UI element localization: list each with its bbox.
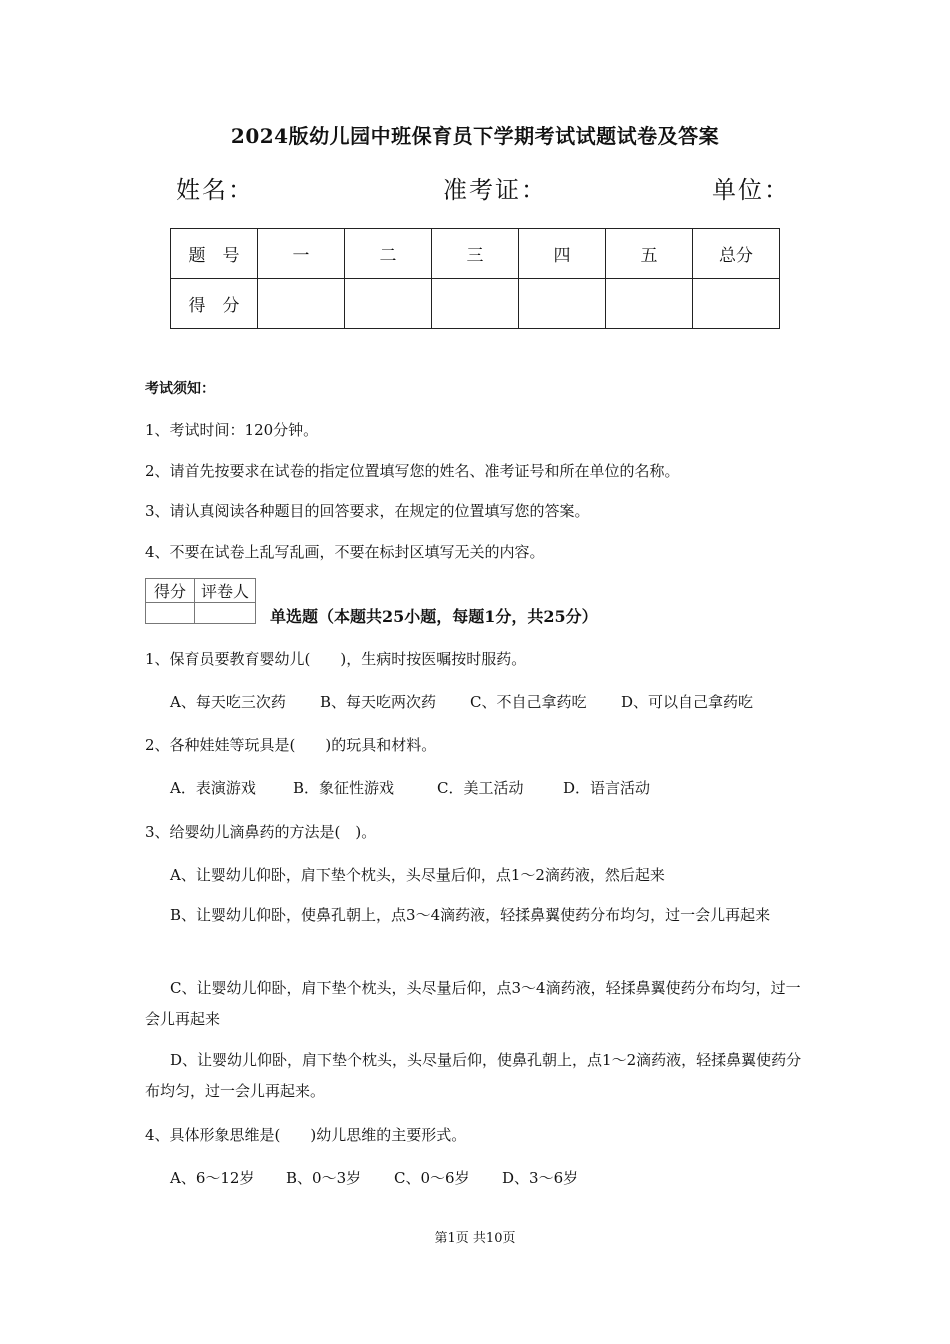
document-title: 2024版幼儿园中班保育员下学期考试试题试卷及答案 — [230, 124, 720, 148]
question-stem: 1、保育员要教育婴幼儿( )，生病时按医嘱按时服药。 — [145, 650, 527, 668]
score-table-column: 二 — [345, 229, 432, 279]
score-table-header-row — [171, 229, 780, 279]
question-stem: 2、各种娃娃等玩具是( )的玩具和材料。 — [145, 736, 437, 754]
option-d[interactable]: D．语言活动 — [563, 779, 651, 797]
score-cell[interactable] — [432, 279, 519, 329]
option-b[interactable]: B．象征性游戏 — [293, 779, 395, 797]
score-cell[interactable] — [345, 279, 432, 329]
question-stem: 3、给婴幼儿滴鼻药的方法是( )。 — [145, 823, 377, 841]
question-options — [170, 691, 753, 712]
page-footer: 第1页 共10页 — [434, 1231, 516, 1246]
notice-item: 1、考试时间：120分钟。 — [145, 421, 319, 439]
exam-number-field-label: 准考证： — [443, 176, 547, 204]
score-cell[interactable] — [258, 279, 345, 329]
question-options — [170, 1167, 578, 1188]
option-c[interactable]: C、0～6岁 — [394, 1169, 470, 1187]
grader-name-label: 评卷人 — [195, 579, 256, 603]
option-d[interactable]: D、3～6岁 — [502, 1169, 579, 1187]
option-b[interactable]: B、每天吃两次药 — [320, 693, 437, 711]
score-table-column: 四 — [519, 229, 606, 279]
grader-box — [145, 578, 256, 624]
notice-item: 4、不要在试卷上乱写乱画，不要在标封区填写无关的内容。 — [145, 543, 545, 561]
section-heading: 单选题（本题共25小题，每题1分，共25分） — [270, 607, 598, 626]
option-a[interactable]: A、6～12岁 — [170, 1169, 255, 1187]
unit-field-label: 单位： — [712, 176, 790, 204]
score-table-column: 五 — [606, 229, 693, 279]
score-table-score-row — [171, 279, 780, 329]
option-a[interactable]: A．表演游戏 — [170, 779, 256, 797]
score-table-header-label: 题 号 — [171, 229, 258, 279]
option-c[interactable]: C．美工活动 — [437, 779, 524, 797]
option-d[interactable]: D、可以自己拿药吃 — [621, 693, 754, 711]
option-b[interactable]: B、让婴幼儿仰卧，使鼻孔朝上，点3～4滴药液，轻揉鼻翼使药分布均匀，过一会儿再起来 — [170, 906, 771, 924]
grader-score-cell[interactable] — [146, 603, 195, 624]
option-b[interactable]: B、0～3岁 — [286, 1169, 362, 1187]
score-cell[interactable] — [606, 279, 693, 329]
score-table-row-label: 得 分 — [171, 279, 258, 329]
score-cell[interactable] — [519, 279, 606, 329]
score-table-column: 总分 — [693, 229, 780, 279]
notice-item: 3、请认真阅读各种题目的回答要求，在规定的位置填写您的答案。 — [145, 502, 590, 520]
notice-item: 2、请首先按要求在试卷的指定位置填写您的姓名、准考证号和所在单位的名称。 — [145, 462, 680, 480]
name-field-label: 姓名： — [176, 176, 254, 204]
score-table-column: 一 — [258, 229, 345, 279]
option-c[interactable]: C、让婴幼儿仰卧，肩下垫个枕头，头尽量后仰，点3～4滴药液，轻揉鼻翼使药分布均匀，过一会儿再起来 — [145, 979, 801, 1028]
question-stem: 4、具体形象思维是( )幼儿思维的主要形式。 — [145, 1126, 467, 1144]
grader-name-cell[interactable] — [195, 603, 256, 624]
grader-score-label: 得分 — [146, 579, 195, 603]
score-table-column: 三 — [432, 229, 519, 279]
option-a[interactable]: A、每天吃三次药 — [170, 693, 286, 711]
score-table — [170, 228, 780, 329]
score-cell[interactable] — [693, 279, 780, 329]
option-d[interactable]: D、让婴幼儿仰卧，肩下垫个枕头，头尽量后仰，使鼻孔朝上，点1～2滴药液，轻揉鼻翼使药分布均匀，过一会儿再起来。 — [145, 1051, 802, 1100]
option-a[interactable]: A、让婴幼儿仰卧，肩下垫个枕头，头尽量后仰，点1～2滴药液，然后起来 — [170, 866, 665, 884]
option-c[interactable]: C、不自己拿药吃 — [470, 693, 587, 711]
question-options — [170, 777, 650, 798]
notice-heading: 考试须知： — [145, 381, 215, 397]
